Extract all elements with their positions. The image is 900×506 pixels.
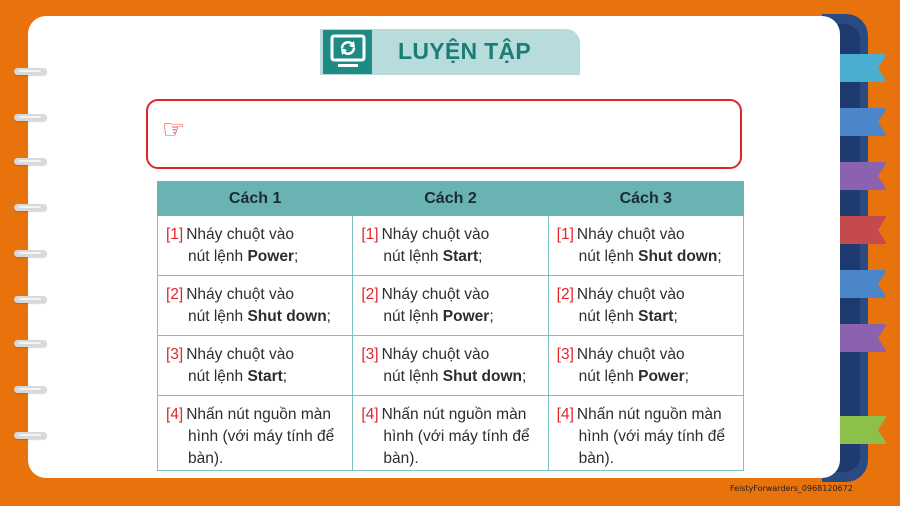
table-cell: [3] Nháy chuột vào nút lệnh Power; <box>548 336 743 396</box>
column-header: Cách 1 <box>158 182 353 216</box>
credit-text: FeistyForwarders_0968120672 <box>730 484 853 493</box>
note-box <box>146 99 742 169</box>
tab-5[interactable] <box>838 270 886 298</box>
pointing-hand-icon: ☞ <box>162 114 186 144</box>
binder-ring <box>14 386 47 393</box>
binder-ring <box>14 250 47 257</box>
binder-ring <box>14 296 47 303</box>
table-row <box>158 216 744 276</box>
table-cell: [2] Nháy chuột vào nút lệnh Start; <box>548 276 743 336</box>
table-cell: [4] Nhấn nút nguồn màn hình (với máy tính để bàn). <box>353 396 548 471</box>
methods-table <box>157 181 744 471</box>
refresh-screen-icon <box>323 30 372 74</box>
page-title: LUYỆN TẬP <box>398 38 532 64</box>
table-cell: [4] Nhấn nút nguồn màn hình (với máy tính để bàn). <box>158 396 353 471</box>
table-row <box>158 396 744 471</box>
tab-4[interactable] <box>838 216 886 244</box>
binder-ring <box>14 114 47 121</box>
table-cell: [2] Nháy chuột vào nút lệnh Shut down; <box>158 276 353 336</box>
tab-2[interactable] <box>838 108 886 136</box>
tab-7[interactable] <box>838 416 886 444</box>
column-header: Cách 2 <box>353 182 548 216</box>
binder-ring <box>14 68 47 75</box>
table-cell: [1] Nháy chuột vào nút lệnh Power; <box>158 216 353 276</box>
binder-ring <box>14 340 47 347</box>
binder-ring <box>14 158 47 165</box>
tab-1[interactable] <box>838 54 886 82</box>
table-row <box>158 276 744 336</box>
table-cell: [1] Nháy chuột vào nút lệnh Shut down; <box>548 216 743 276</box>
table-cell: [3] Nháy chuột vào nút lệnh Shut down; <box>353 336 548 396</box>
table-cell: [2] Nháy chuột vào nút lệnh Power; <box>353 276 548 336</box>
tab-6[interactable] <box>838 324 886 352</box>
tab-3[interactable] <box>838 162 886 190</box>
table-cell: [1] Nháy chuột vào nút lệnh Start; <box>353 216 548 276</box>
binder-ring <box>14 204 47 211</box>
table-cell: [3] Nháy chuột vào nút lệnh Start; <box>158 336 353 396</box>
table-cell: [4] Nhấn nút nguồn màn hình (với máy tính để bàn). <box>548 396 743 471</box>
column-header: Cách 3 <box>548 182 743 216</box>
binder-ring <box>14 432 47 439</box>
table-row <box>158 336 744 396</box>
